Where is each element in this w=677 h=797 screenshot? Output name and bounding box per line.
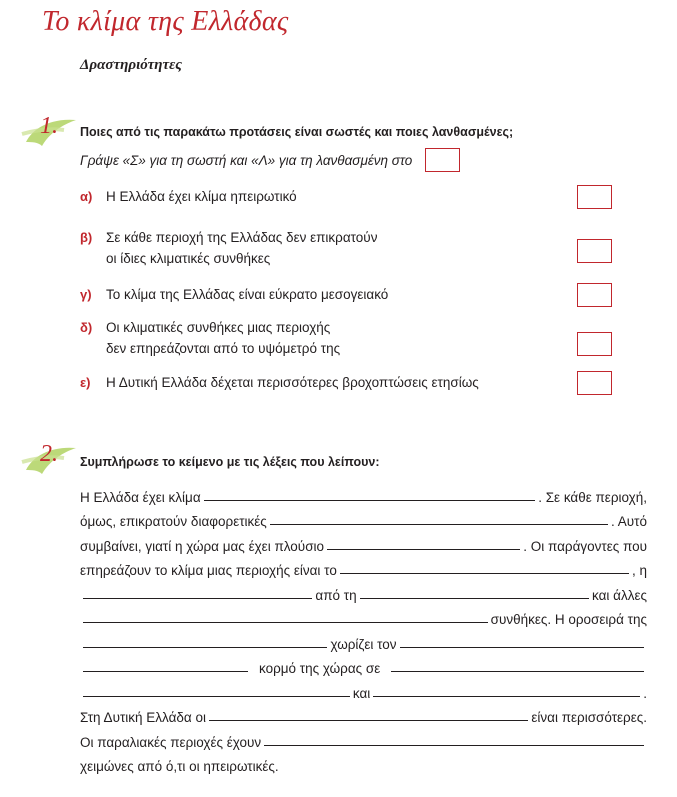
text-fragment: και άλλες xyxy=(592,587,648,603)
blank-5[interactable] xyxy=(83,597,312,599)
statement-text: Η Δυτική Ελλάδα δέχεται περισσότερες βροχοπτώσεις ετησίως xyxy=(106,375,479,390)
exercise-1-number: 1. xyxy=(40,113,58,139)
text-fragment: , η xyxy=(631,563,647,578)
text-line xyxy=(80,480,647,505)
statement-b xyxy=(80,227,377,269)
statement-text-line2: δεν επηρεάζονται από το υψόμετρό της xyxy=(106,341,341,356)
statement-letter: γ) xyxy=(80,287,92,302)
statement-text: Το κλίμα της Ελλάδας είναι εύκρατο μεσογειακό xyxy=(106,287,389,302)
text-line xyxy=(80,676,647,701)
text-line xyxy=(80,554,647,579)
blank-14[interactable] xyxy=(209,719,528,721)
blank-8[interactable] xyxy=(83,646,327,648)
text-line xyxy=(80,505,647,530)
blank-9[interactable] xyxy=(400,646,644,648)
blank-15[interactable] xyxy=(264,744,644,746)
statement-text: Σε κάθε περιοχή της Ελλάδας δεν επικρατούν xyxy=(106,230,378,245)
statement-letter: β) xyxy=(80,230,93,245)
statement-d xyxy=(80,317,340,359)
blank-4[interactable] xyxy=(340,572,629,574)
text-line xyxy=(80,652,647,677)
blank-1[interactable] xyxy=(204,499,536,501)
statement-letter: δ) xyxy=(80,320,93,335)
text-fragment: Οι παραλιακές περιοχές έχουν xyxy=(80,734,262,750)
text-line xyxy=(80,725,647,750)
blank-12[interactable] xyxy=(83,695,350,697)
statement-text-line2: οι ίδιες κλιματικές συνθήκες xyxy=(106,251,271,266)
exercise-2-badge xyxy=(20,440,80,480)
text-fragment: χειμώνες από ό,τι οι ηπειρωτικές. xyxy=(80,759,279,774)
text-fragment: είναι περισσότερες. xyxy=(531,710,647,725)
exercise-2-number: 2. xyxy=(40,441,58,467)
statement-letter: α) xyxy=(80,189,93,204)
text-line xyxy=(80,627,647,652)
text-line xyxy=(80,578,647,603)
text-fragment: όμως, επικρατούν διαφορετικές xyxy=(80,514,267,529)
answer-box-e[interactable] xyxy=(577,371,612,395)
blank-6[interactable] xyxy=(360,597,589,599)
text-fragment: Η Ελλάδα έχει κλίμα xyxy=(80,489,201,505)
answer-box-a[interactable] xyxy=(577,185,612,209)
text-fragment: κορμό της χώρας σε xyxy=(259,661,381,676)
answer-box-d[interactable] xyxy=(577,332,612,356)
blank-10[interactable] xyxy=(83,670,248,672)
exercise-1-badge xyxy=(20,112,80,152)
page-title: Το κλίμα της Ελλάδας xyxy=(42,6,289,37)
text-line xyxy=(80,701,647,726)
text-fragment: συμβαίνει, γιατί η χώρα μας έχει πλούσιο xyxy=(80,538,325,554)
blank-7[interactable] xyxy=(83,621,488,623)
blank-13[interactable] xyxy=(373,695,640,697)
text-fragment: συνθήκες. Η οροσειρά της xyxy=(490,612,647,627)
answer-box-c[interactable] xyxy=(577,283,612,307)
blank-2[interactable] xyxy=(270,523,608,525)
text-fragment: από τη xyxy=(315,587,357,603)
answer-box-b[interactable] xyxy=(577,239,612,263)
exercise-1-instruction: Γράψε «Σ» για τη σωστή και «Λ» για τη λανθασμένη στο xyxy=(80,153,413,168)
fill-in-text xyxy=(80,480,647,774)
sample-answer-box xyxy=(425,148,460,172)
statement-e xyxy=(80,372,479,393)
statement-text: Οι κλιματικές συνθήκες μιας περιοχής xyxy=(106,320,331,335)
exercise-1-heading: Ποιες από τις παρακάτω προτάσεις είναι σωστές και ποιες λανθασμένες; xyxy=(80,125,514,139)
text-line xyxy=(80,529,647,554)
text-fragment: . Αυτό xyxy=(611,514,647,529)
text-fragment: . xyxy=(643,685,647,701)
statement-text: Η Ελλάδα έχει κλίμα ηπειρωτικό xyxy=(106,189,297,204)
statement-a xyxy=(80,186,297,207)
text-fragment: Στη Δυτική Ελλάδα οι xyxy=(80,710,206,725)
text-fragment: και xyxy=(352,685,371,701)
text-fragment: χωρίζει τον xyxy=(330,636,397,652)
blank-3[interactable] xyxy=(327,548,520,550)
text-fragment: . Σε κάθε περιοχή, xyxy=(538,489,647,505)
text-fragment: επηρεάζουν το κλίμα μιας περιοχής είναι το xyxy=(80,563,337,578)
section-subtitle: Δραστηριότητες xyxy=(80,57,182,73)
statement-letter: ε) xyxy=(80,375,91,390)
text-fragment: . Οι παράγοντες που xyxy=(523,538,647,554)
statement-c xyxy=(80,284,388,305)
blank-11[interactable] xyxy=(391,670,644,672)
text-line xyxy=(80,750,647,775)
exercise-2-heading: Συμπλήρωσε το κείμενο με τις λέξεις που λείπουν: xyxy=(80,455,380,469)
text-line xyxy=(80,603,647,628)
